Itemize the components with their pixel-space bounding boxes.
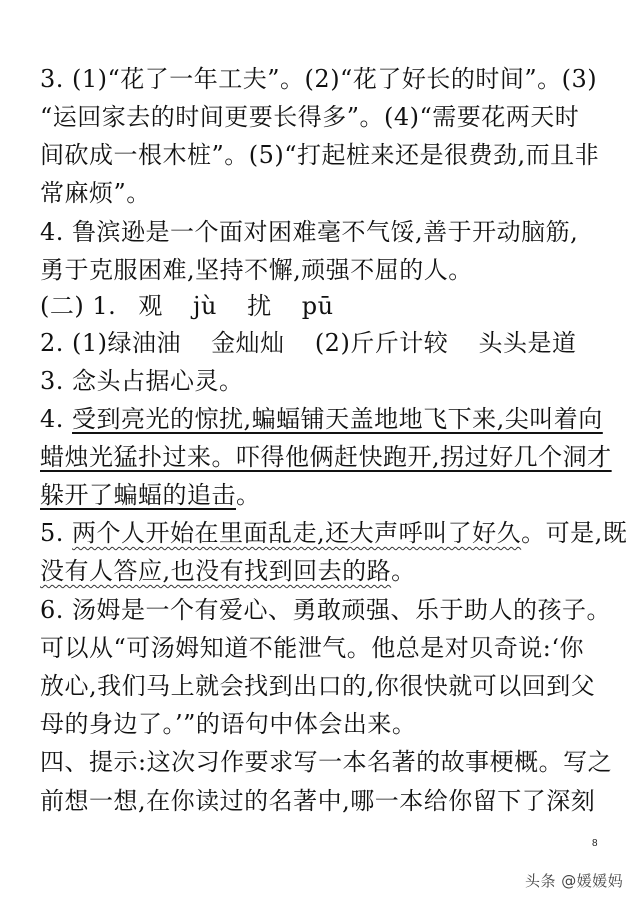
punctuation: 。 — [236, 481, 261, 509]
item-number: 4. — [40, 405, 73, 433]
answer-line: 6. 汤姆是一个有爱心、勇敢顽强、乐于助人的孩子。 — [40, 596, 612, 624]
answer-line — [40, 479, 261, 511]
answer-line: 前想一想,在你读过的名著中,哪一本给你留下了深刻 — [40, 787, 596, 815]
answer-line: 3. 念头占据心灵。 — [40, 367, 244, 395]
page-number: 8 — [592, 838, 598, 849]
pinyin-answer: pū — [301, 292, 334, 320]
answer-word-group: 金灿灿 — [211, 329, 285, 357]
sentence-continuation: 。可是,既 — [521, 519, 628, 547]
pinyin-answer: jù — [193, 292, 217, 320]
answer-line: “运回家去的时间更要长得多”。(4)“需要花两天时 — [40, 103, 580, 131]
answer-line-words — [40, 327, 576, 359]
answer-line: 勇于克服困难,坚持不懈,顽强不屈的人。 — [40, 256, 473, 284]
answer-line — [40, 441, 612, 473]
section-label: (二) 1. — [40, 292, 117, 320]
answer-line-pinyin — [40, 290, 334, 322]
answer-line: 3. (1)“花了一年工夫”。(2)“花了好长的时间”。(3) — [40, 65, 598, 93]
answer-line: 放心,我们马上就会找到出口的,你很快就可以回到父 — [40, 672, 596, 700]
underlined-sentence: 受到亮光的惊扰,蝙蝠铺天盖地地飞下来,尖叫着向 — [72, 405, 603, 433]
answer-word-group: 2. (1)绿油油 — [40, 329, 182, 357]
answer-word: 观 — [138, 292, 163, 320]
answer-word-group: 头头是道 — [478, 329, 577, 357]
answer-line — [40, 403, 603, 435]
answer-line: 间砍成一根木桩”。(5)“打起桩来还是很费劲,而且非 — [40, 141, 600, 169]
punctuation: 。 — [391, 557, 416, 585]
underlined-sentence: 蜡烛光猛扑过来。吓得他俩赶快跑开,拐过好几个洞才 — [40, 443, 612, 471]
answer-word-group: (2)斤斤计较 — [314, 329, 449, 357]
answer-line: 母的身边了。’”的语句中体会出来。 — [40, 710, 417, 738]
wavy-underlined-sentence: 两个人开始在里面乱走,还大声呼叫了好久 — [72, 519, 522, 547]
answer-line: 常麻烦”。 — [40, 179, 151, 207]
answer-line: 四、提示:这次习作要求写一本名著的故事梗概。写之 — [40, 748, 613, 776]
wavy-underlined-sentence: 没有人答应,也没有找到回去的路 — [40, 557, 392, 585]
underlined-sentence: 躲开了蝙蝠的追击 — [40, 481, 236, 509]
item-number: 5. — [40, 519, 73, 547]
answer-word: 扰 — [247, 292, 272, 320]
answer-line — [40, 555, 416, 587]
answer-line — [40, 517, 627, 549]
answer-line: 可以从“可汤姆知道不能泄气。他总是对贝奇说:‘你 — [40, 634, 584, 662]
watermark: 头条 @媛媛妈 — [525, 872, 624, 890]
answer-line: 4. 鲁滨逊是一个面对困难毫不气馁,善于开动脑筋, — [40, 218, 579, 246]
